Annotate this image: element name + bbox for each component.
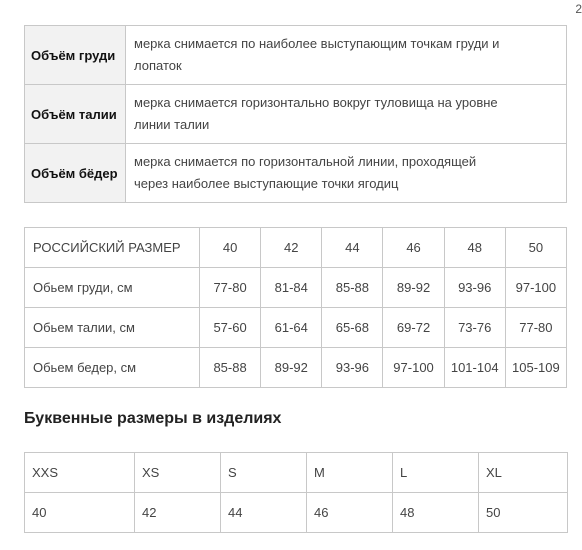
header-cell: 40: [200, 228, 261, 268]
letter-size-cell: XXS: [25, 453, 135, 493]
description-line: мерка снимается по горизонтальной линии, проходящей: [134, 154, 477, 169]
description-line: лопаток: [134, 58, 182, 73]
row-label: Обьем бедер, см: [25, 348, 200, 388]
russian-size-table: [24, 227, 567, 388]
number-size-cell: 48: [393, 493, 479, 533]
table-cell: 89-92: [261, 348, 322, 388]
corner-mark: 2: [575, 2, 582, 16]
table-cell: 85-88: [322, 268, 383, 308]
term-cell: Объём бёдер: [25, 144, 126, 203]
description-cell: [126, 26, 567, 85]
letter-size-cell: S: [221, 453, 307, 493]
table-row: [25, 268, 567, 308]
description-line: мерка снимается горизонтально вокруг туловища на уровне: [134, 95, 498, 110]
row-label: Обьем груди, см: [25, 268, 200, 308]
table-cell: 85-88: [200, 348, 261, 388]
table-cell: 77-80: [200, 268, 261, 308]
description-line: через наиболее выступающие точки ягодиц: [134, 176, 399, 191]
table-row: [25, 144, 567, 203]
number-size-cell: 50: [479, 493, 568, 533]
letter-sizes-title: Буквенные размеры в изделиях: [24, 410, 282, 427]
table-cell: 81-84: [261, 268, 322, 308]
description-line: линии талии: [134, 117, 210, 132]
header-cell: 48: [444, 228, 505, 268]
description-line: мерка снимается по наиболее выступающим точкам груди и: [134, 36, 500, 51]
number-size-cell: 44: [221, 493, 307, 533]
number-size-cell: 40: [25, 493, 135, 533]
table-cell: 69-72: [383, 308, 444, 348]
table-header-row: [25, 228, 567, 268]
letter-size-table: [24, 452, 568, 533]
letter-size-cell: XS: [135, 453, 221, 493]
header-cell: 42: [261, 228, 322, 268]
table-cell: 97-100: [383, 348, 444, 388]
letter-size-cell: XL: [479, 453, 568, 493]
number-size-cell: 46: [307, 493, 393, 533]
table-cell: 97-100: [505, 268, 566, 308]
table-cell: 101-104: [444, 348, 505, 388]
table-row: [25, 348, 567, 388]
header-cell: 44: [322, 228, 383, 268]
table-cell: 93-96: [322, 348, 383, 388]
table-row: [25, 85, 567, 144]
letter-size-cell: M: [307, 453, 393, 493]
description-cell: [126, 144, 567, 203]
measurement-definitions-table: [24, 25, 567, 203]
table-cell: 89-92: [383, 268, 444, 308]
table-cell: 61-64: [261, 308, 322, 348]
description-cell: [126, 85, 567, 144]
table-row: [25, 26, 567, 85]
table-cell: 65-68: [322, 308, 383, 348]
term-cell: Объём талии: [25, 85, 126, 144]
header-cell: РОССИЙСКИЙ РАЗМЕР: [25, 228, 200, 268]
table-row: [25, 493, 568, 533]
number-size-cell: 42: [135, 493, 221, 533]
table-row: [25, 453, 568, 493]
row-label: Обьем талии, см: [25, 308, 200, 348]
letter-size-cell: L: [393, 453, 479, 493]
table-cell: 93-96: [444, 268, 505, 308]
header-cell: 46: [383, 228, 444, 268]
table-row: [25, 308, 567, 348]
table-cell: 57-60: [200, 308, 261, 348]
table-cell: 77-80: [505, 308, 566, 348]
table-cell: 105-109: [505, 348, 566, 388]
term-cell: Объём груди: [25, 26, 126, 85]
table-cell: 73-76: [444, 308, 505, 348]
header-cell: 50: [505, 228, 566, 268]
